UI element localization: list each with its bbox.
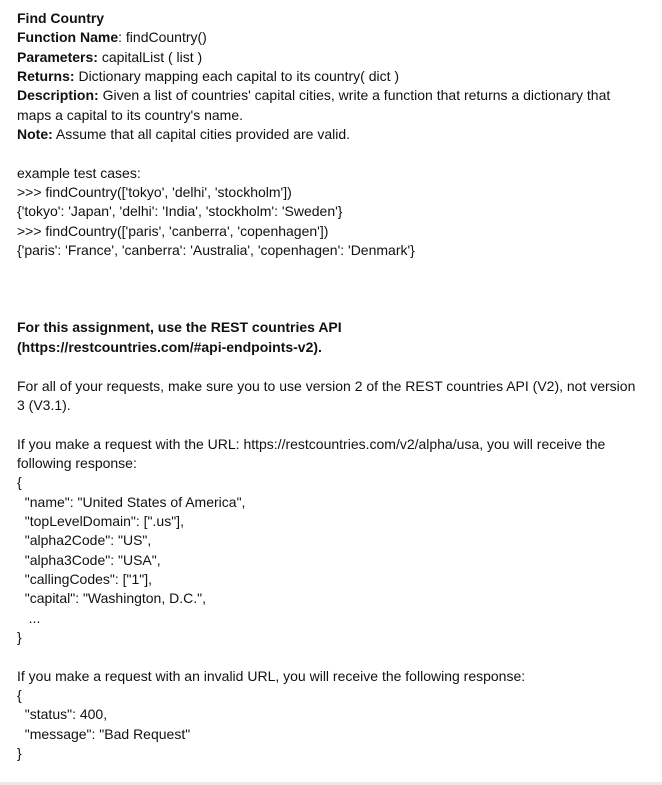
document-title: Find Country: [17, 10, 105, 26]
function-name-label: Function Name: [17, 29, 119, 46]
spacer: [17, 647, 647, 666]
note-label: Note:: [17, 126, 53, 143]
error-line: "status": 400,: [17, 706, 108, 723]
example-header: example test cases:: [17, 164, 141, 181]
assignment-heading-line2: (https://restcountries.com/#api-endpoints-v2).: [17, 338, 322, 355]
parameters-value: capitalList ( list ): [97, 48, 203, 65]
spacer: [17, 357, 647, 376]
function-name-row: [17, 28, 647, 47]
note-value: Assume that all capital cities provided are valid.: [52, 126, 351, 143]
response-line: {: [17, 474, 22, 491]
response-line: "alpha3Code": "USA",: [17, 551, 161, 568]
request-note: If you make a request with the URL: https://restcountries.com/v2/alpha/usa, you will receive the following response:: [17, 435, 606, 471]
spacer: [17, 415, 647, 434]
document-body: [17, 9, 647, 763]
example-line: >>> findCountry(['paris', 'canberra', 'copenhagen']): [17, 222, 329, 239]
response-line: }: [17, 628, 22, 645]
invalid-note: If you make a request with an invalid URL, you will receive the following response:: [17, 667, 526, 684]
parameters-label: Parameters:: [17, 48, 98, 65]
description-row: [17, 86, 647, 125]
assignment-heading-line1: For this assignment, use the REST countries API: [17, 319, 342, 336]
response-line: "name": "United States of America",: [17, 493, 246, 510]
error-line: "message": "Bad Request": [17, 725, 191, 742]
error-line: }: [17, 745, 22, 762]
spacer: [17, 260, 647, 318]
response-line: "alpha2Code": "US",: [17, 532, 152, 549]
returns-value: Dictionary mapping each capital to its country( dict ): [74, 68, 400, 85]
response-line: ...: [17, 609, 41, 626]
description-value: Given a list of countries' capital cities, write a function that returns a dictionary that maps a capital to its country's name.: [17, 87, 611, 123]
description-label: Description:: [17, 87, 99, 104]
error-line: {: [17, 687, 22, 703]
example-line: {'paris': 'France', 'canberra': 'Australia', 'copenhagen': 'Denmark'}: [17, 242, 415, 259]
response-line: "capital": "Washington, D.C.",: [17, 590, 206, 607]
note-row: [17, 125, 647, 144]
parameters-row: [17, 48, 647, 67]
returns-row: [17, 67, 647, 86]
spacer: [17, 144, 647, 163]
example-line: {'tokyo': 'Japan', 'delhi': 'India', 'stockholm': 'Sweden'}: [17, 203, 343, 220]
version-note: For all of your requests, make sure you to use version 2 of the REST countries API (V2), not version 3 (V3.1).: [17, 377, 636, 413]
response-line: "topLevelDomain": [".us"],: [17, 512, 184, 529]
example-line: >>> findCountry(['tokyo', 'delhi', 'stockholm']): [17, 184, 292, 201]
response-line: "callingCodes": ["1"],: [17, 570, 153, 587]
returns-label: Returns:: [17, 68, 75, 85]
function-name-value: : findCountry(): [118, 29, 207, 46]
